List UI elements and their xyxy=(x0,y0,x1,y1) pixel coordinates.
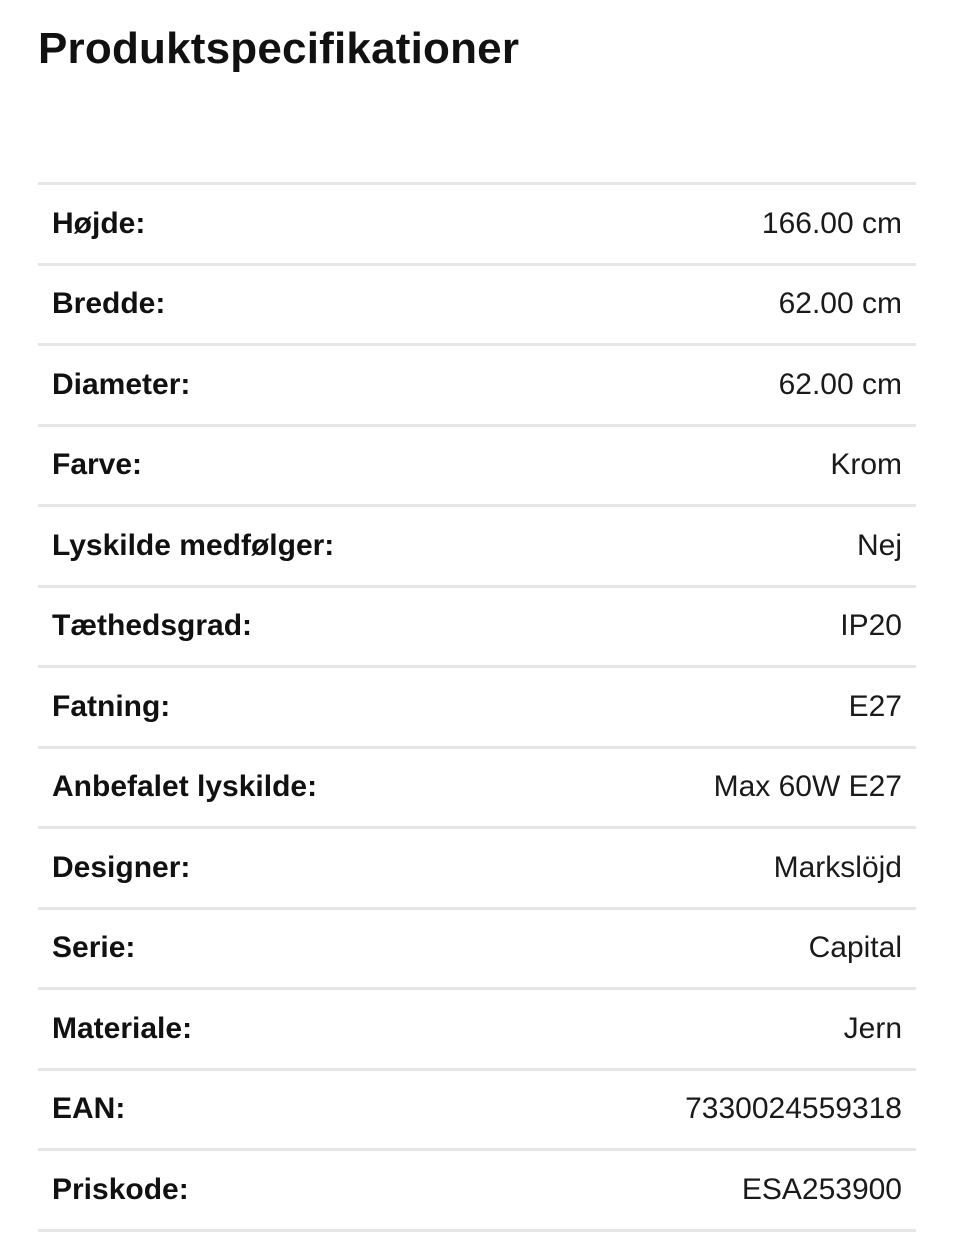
spec-label: Lyskilde medfølger: xyxy=(52,528,335,562)
spec-value: Capital xyxy=(808,931,902,965)
spec-value: Jern xyxy=(843,1011,902,1045)
spec-value: IP20 xyxy=(840,609,902,643)
spec-row-ean xyxy=(38,1071,916,1152)
spec-value: Krom xyxy=(830,448,902,482)
spec-label: Højde: xyxy=(52,206,146,240)
spec-row-height xyxy=(38,185,916,266)
page-title: Produktspecifikationer xyxy=(38,24,520,73)
spec-value: Max 60W E27 xyxy=(713,770,902,804)
spec-value: 7330024559318 xyxy=(685,1092,902,1126)
spec-label: Serie: xyxy=(52,931,136,965)
spec-label: Designer: xyxy=(52,850,191,884)
spec-label: Diameter: xyxy=(52,367,191,401)
spec-label: EAN: xyxy=(52,1092,126,1126)
spec-row-diameter xyxy=(38,346,916,427)
spec-value: Markslöjd xyxy=(773,850,902,884)
spec-label: Bredde: xyxy=(52,287,166,321)
spec-value: ESA253900 xyxy=(741,1172,902,1206)
spec-value: E27 xyxy=(848,689,902,723)
spec-label: Farve: xyxy=(52,448,143,482)
spec-row-series xyxy=(38,910,916,991)
spec-row-designer xyxy=(38,829,916,910)
spec-label: Priskode: xyxy=(52,1172,189,1206)
spec-row-socket xyxy=(38,668,916,749)
spec-row-ip-rating xyxy=(38,588,916,669)
spec-value: Nej xyxy=(856,528,902,562)
spec-value: 62.00 cm xyxy=(778,367,902,401)
spec-label: Tæthedsgrad: xyxy=(52,609,253,643)
spec-row-color xyxy=(38,427,916,508)
spec-label: Materiale: xyxy=(52,1011,193,1045)
spec-row-width xyxy=(38,266,916,347)
spec-row-light-source-included xyxy=(38,507,916,588)
spec-row-price-code xyxy=(38,1151,916,1232)
spec-row-material xyxy=(38,990,916,1071)
spec-table xyxy=(38,182,916,1232)
spec-value: 62.00 cm xyxy=(778,287,902,321)
spec-label: Anbefalet lyskilde: xyxy=(52,770,318,804)
spec-value: 166.00 cm xyxy=(761,206,902,240)
spec-label: Fatning: xyxy=(52,689,171,723)
spec-row-recommended-light-source xyxy=(38,749,916,830)
